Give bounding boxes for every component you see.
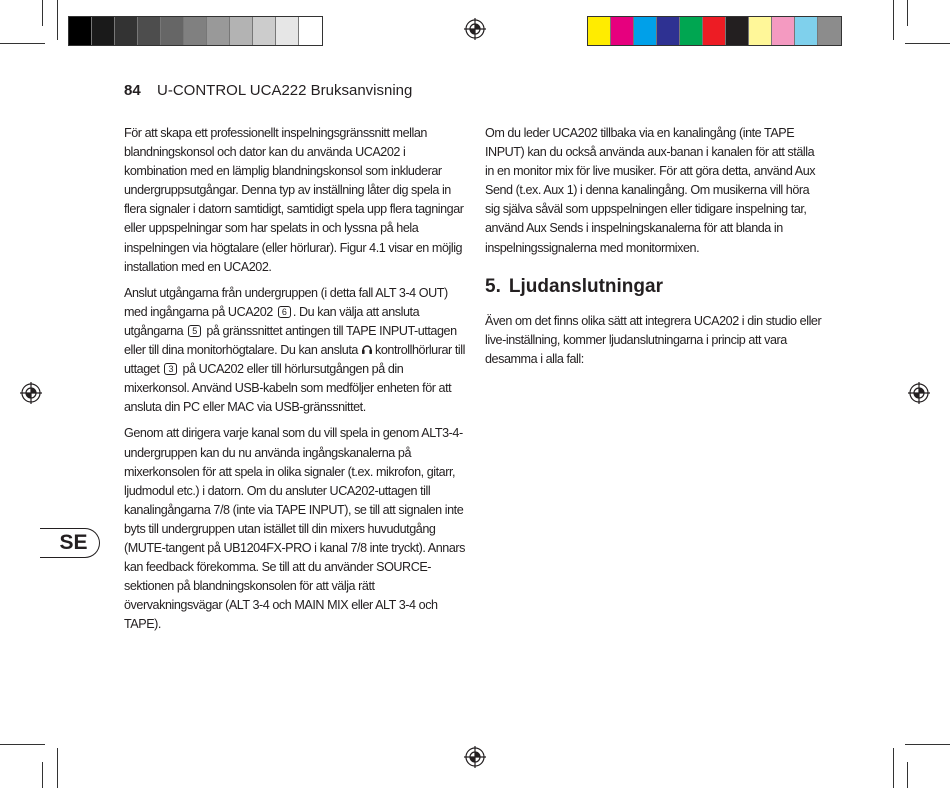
reference-number-badge: 6 [278, 306, 291, 318]
color-swatch [230, 17, 253, 45]
crop-mark [42, 0, 43, 26]
left-column [124, 124, 466, 641]
color-swatch [749, 17, 772, 45]
language-tab: SE [40, 528, 100, 558]
color-swatch [611, 17, 634, 45]
color-swatch [299, 17, 322, 45]
color-swatch [680, 17, 703, 45]
crop-mark [0, 744, 45, 745]
color-swatch [115, 17, 138, 45]
section-heading [485, 276, 825, 298]
color-swatch [184, 17, 207, 45]
color-swatch [703, 17, 726, 45]
section-number: 5. [485, 275, 501, 297]
color-swatch [161, 17, 184, 45]
color-swatch [207, 17, 230, 45]
crop-mark [57, 748, 58, 788]
color-swatch [138, 17, 161, 45]
color-swatch [657, 17, 680, 45]
color-swatch [634, 17, 657, 45]
registration-mark-icon [464, 18, 486, 40]
registration-mark-icon [908, 382, 930, 404]
reference-number-badge: 3 [164, 363, 177, 375]
cmyk-color-bar [587, 16, 842, 46]
right-column [485, 124, 825, 376]
crop-mark [905, 43, 950, 44]
text-span: på gränssnittet antingen till TAPE INPUT-uttagen eller till dina monitorhögtalare. Du kan ansluta [124, 323, 457, 358]
text-span: kontrollhörlurar till uttaget [124, 343, 465, 377]
color-swatch [772, 17, 795, 45]
text-span: Anslut utgångarna från undergruppen (i detta fall ALT 3-4 OUT) med ingångarna på UCA202 [124, 285, 448, 319]
page-number: 84 [124, 82, 141, 99]
crop-mark [893, 0, 894, 40]
crop-mark [907, 762, 908, 788]
color-swatch [92, 17, 115, 45]
color-swatch [276, 17, 299, 45]
paragraph-audio-connections: Även om det finns olika sätt att integrera UCA202 i din studio eller live-inställning, kommer ljudanslutningarna i princip att vara desamma i alla fall: [485, 313, 822, 366]
color-swatch [253, 17, 276, 45]
paragraph-aux: Om du leder UCA202 tillbaka via en kanalingång (inte TAPE INPUT) kan du också använda aux-banan i kanalen för att ställa in en monitor mix för live musiker. För att göra detta, använd Aux Send (t.ex. Aux 1) i denna kanalingång. Om musikerna vill höra sig själva såväl som uppspelningen eller tidigare inspelning tar, använd Aux Sends i inspelningskanalerna för att blanda in inspelningssignalerna med monitormixen. [485, 126, 816, 255]
section-title: Ljudanslutningar [508, 275, 663, 297]
crop-mark [42, 762, 43, 788]
paragraph-intro: För att skapa ett professionellt inspelningsgränssnitt mellan blandningskonsol och dator kan du använda UCA202 i kombination med en lämplig blandningskonsol som inkluderar undergruppsutgångar. Denna typ av inställning låter dig spela in flera signaler i datorn samtidigt, samtidigt spela upp flera tagningar eller uppspelningar som har spelats in och lyssna på hela inspelningen via högtalare (eller hörlurar). Figur 4.1 visar en möjlig installation med en UCA202. [124, 126, 464, 274]
text-span: på UCA202 eller till hörlursutgången på din mixerkonsol. Använd USB-kabeln som medföljer enheten för att ansluta din PC eller MAC via USB-gränssnittet. [124, 362, 452, 415]
crop-mark [907, 0, 908, 26]
color-swatch [795, 17, 818, 45]
registration-mark-icon [464, 746, 486, 768]
registration-mark-icon [20, 382, 42, 404]
text-span: . Du kan välja att ansluta utgångarna [124, 304, 420, 338]
paragraph-routing: Genom att dirigera varje kanal som du vill spela in genom ALT3-4-undergruppen kan du nu använda ingångskanalerna på mixerkonsolen för att spela in olika signaler (t.ex. mikrofon, gitarr, ljudmodul etc.) i datorn. Om du ansluter UCA202-uttagen till kanalingångarna 7/8 (inte via TAPE INPUT), se till att signalen inte byts till undergruppen utan istället till din mixers huvudutgång (MUTE-tangent på UB1204FX-PRO i kanal 7/8 inte tryckt). Annars kan feedback förekomma. Se till att du använder SOURCE-sektionen på blandningskonsolen för att välja rätt övervakningsvägar (ALT 3-4 och MAIN MIX eller ALT 3-4 och TAPE). [124, 426, 465, 632]
crop-mark [57, 0, 58, 40]
crop-mark [893, 748, 894, 788]
color-swatch [588, 17, 611, 45]
crop-mark [0, 43, 45, 44]
color-swatch [818, 17, 841, 45]
grayscale-color-bar [68, 16, 323, 46]
headphones-icon [361, 343, 373, 355]
color-swatch [69, 17, 92, 45]
reference-number-badge: 5 [188, 325, 201, 337]
color-swatch [726, 17, 749, 45]
crop-mark [905, 744, 950, 745]
document-title: U-CONTROL UCA222 Bruksanvisning [157, 82, 413, 99]
paragraph-connections [124, 284, 466, 418]
